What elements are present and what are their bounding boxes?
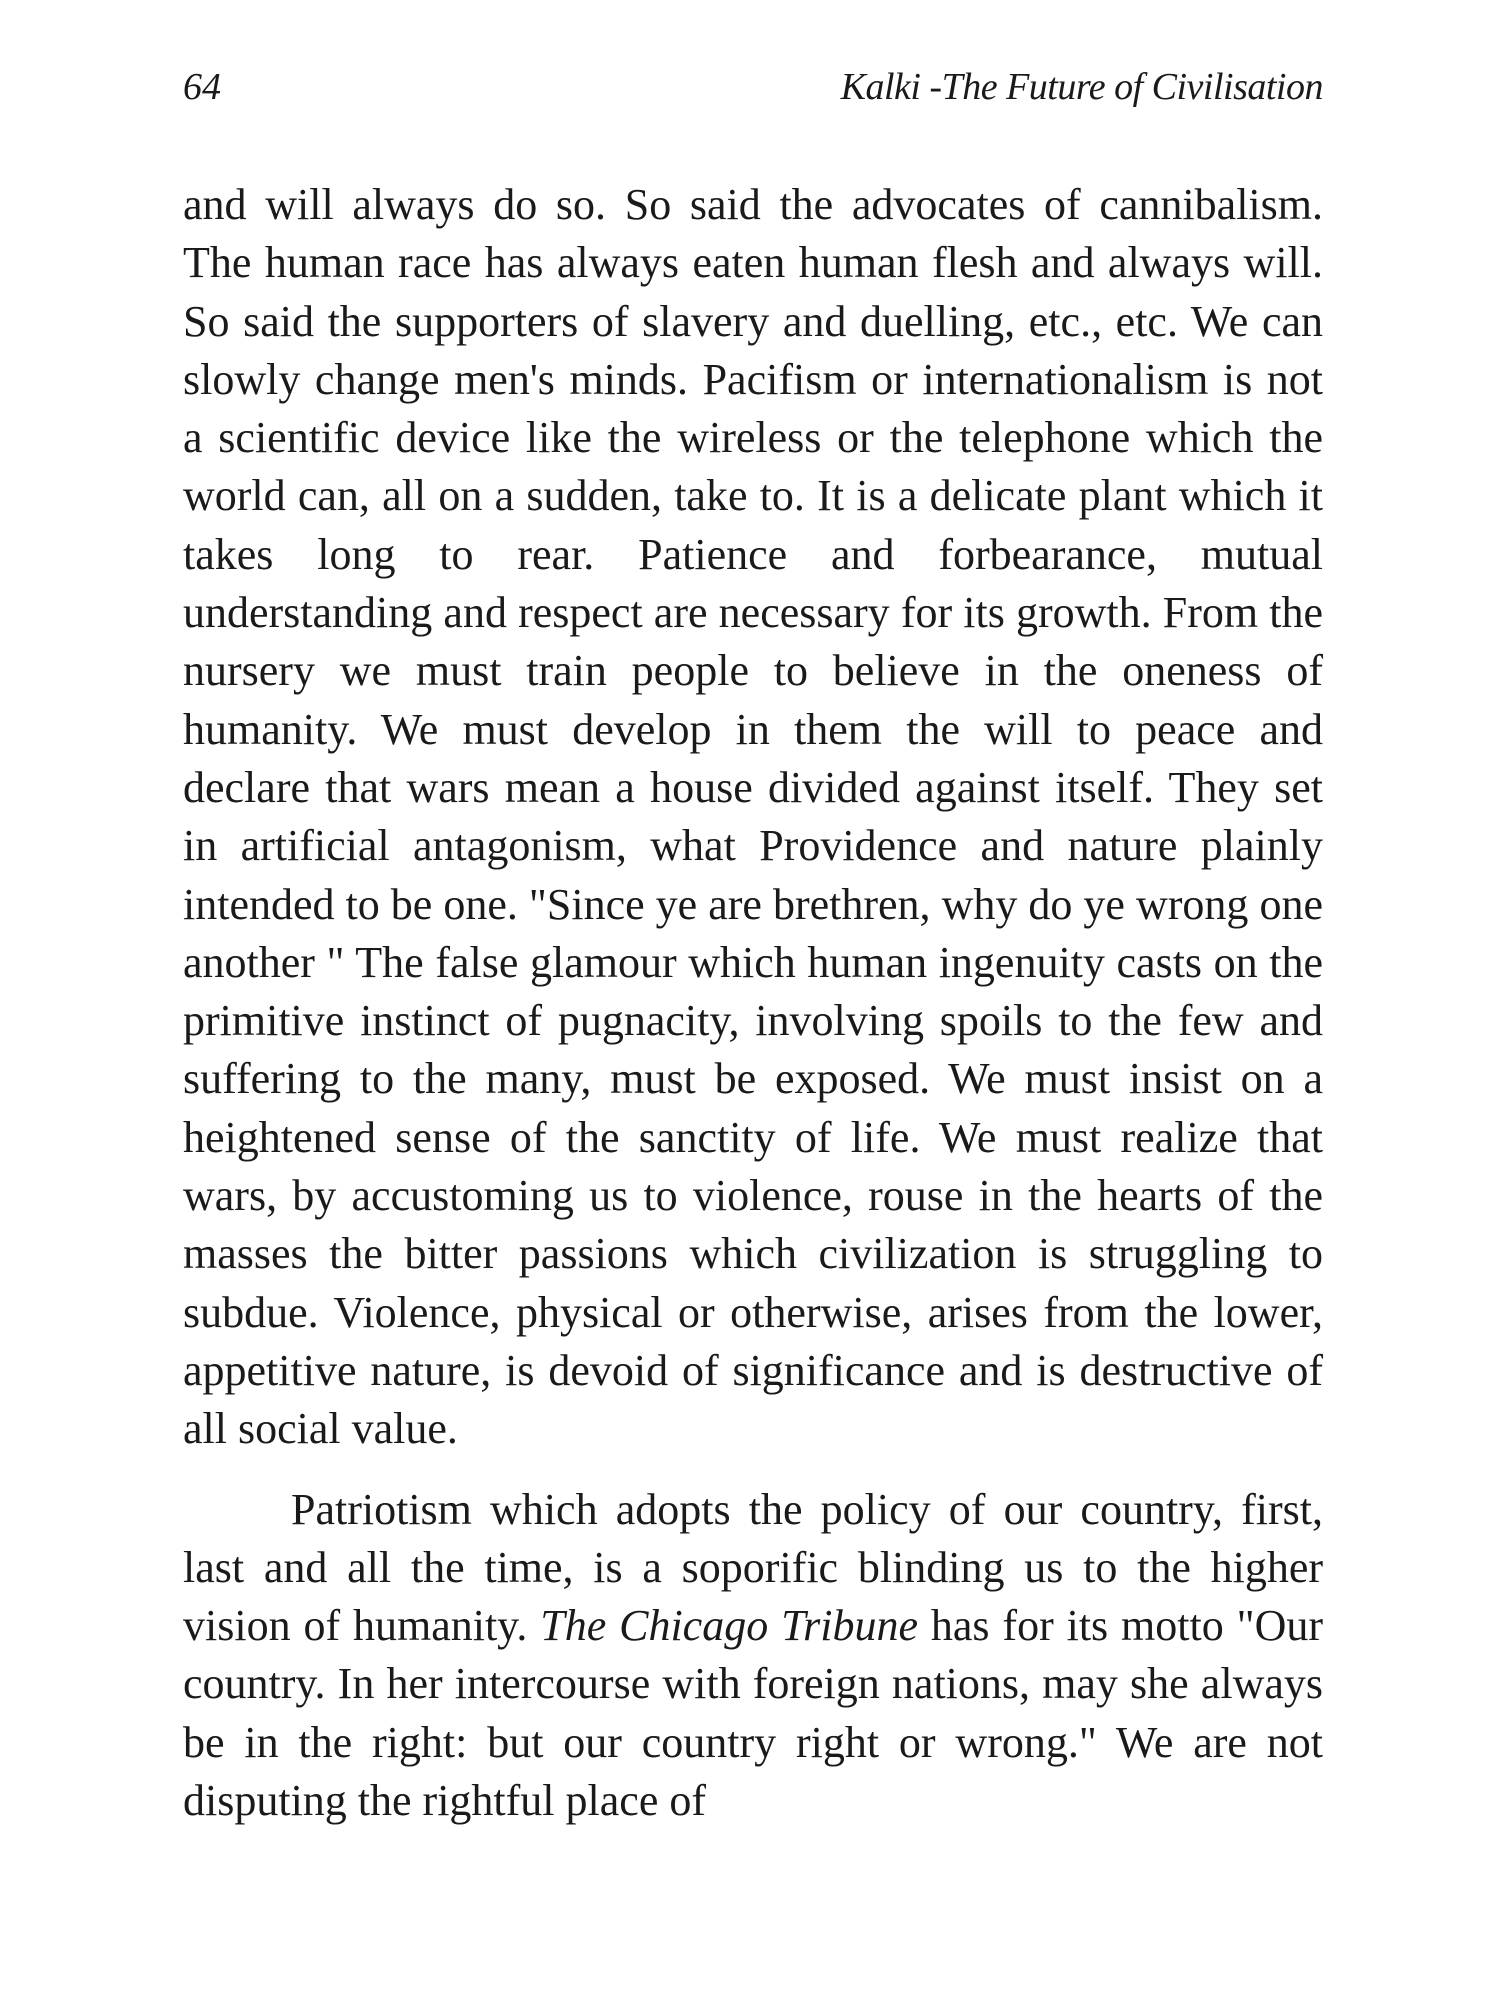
paragraph-2 <box>183 1481 1323 1831</box>
paragraph-2-text-end: has for its motto "Our country. In her intercourse with foreign nations, may she always be in the right: but our country right or wrong." We are not disputing the rightful place of <box>183 1601 1323 1826</box>
body-text <box>183 176 1323 1830</box>
running-title: Kalki -The Future of Civilisation <box>840 66 1323 108</box>
page-header <box>183 62 1323 112</box>
page-number: 64 <box>183 66 221 108</box>
paragraph-2-text-start: Patriotism which adopts the policy of our country, first, last and all the time, is a soporific blinding us to the higher vision of humanity. <box>183 1484 1323 1651</box>
newspaper-title: The Chicago Tribune <box>540 1601 918 1651</box>
paragraph-1: and will always do so. So said the advocates of cannibalism. The human race has always eaten human flesh and always will. So said the supporters of slavery and duelling, etc., etc. We can slowly change men's minds. Pacifism or internationalism is not a scientific device like the wireless or the telephone which the world can, all on a sudden, take to. It is a delicate plant which it takes long to rear. Patience and forbearance, mutual understanding and respect are necessary for its growth. From the nursery we must train people to believe in the oneness of humanity. We must develop in them the will to peace and declare that wars mean a house divided against itself. They set in artificial antagonism, what Providence and nature plainly intended to be one. "Since ye are brethren, why do ye wrong one another " The false glamour which human ingenuity casts on the primitive instinct of pugnacity, involving spoils to the few and suffering to the many, must be exposed. We must insist on a heightened sense of the sanctity of life. We must realize that wars, by accustoming us to violence, rouse in the hearts of the masses the bitter passions which civilization is struggling to subdue. Violence, physical or otherwise, arises from the lower, appetitive nature, is devoid of significance and is destructive of all social value. <box>183 180 1323 1454</box>
